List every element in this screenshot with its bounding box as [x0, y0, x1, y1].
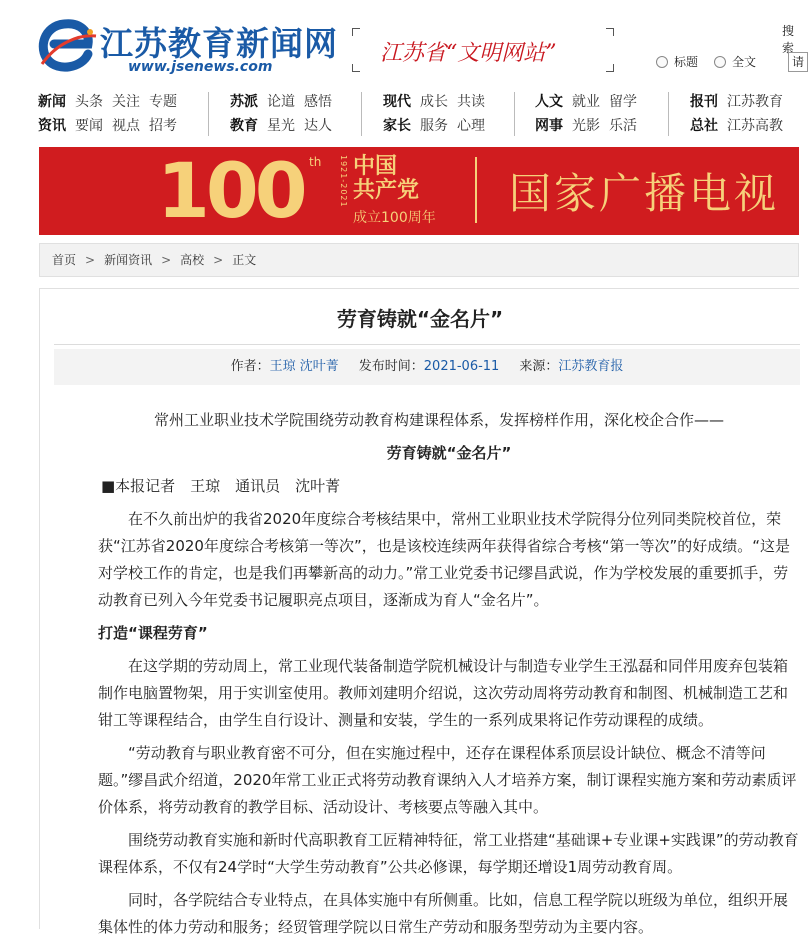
nav-item[interactable]: 要闻	[75, 118, 103, 134]
banner-number: 100	[157, 146, 304, 235]
nav-item[interactable]: 服务	[420, 118, 448, 134]
source-label: 来源：	[519, 359, 559, 374]
anniversary-banner[interactable]	[39, 147, 799, 235]
nav-item[interactable]: 家长	[383, 118, 411, 134]
logo-e-icon	[38, 14, 98, 78]
article	[39, 288, 799, 936]
breadcrumb-current: 正文	[232, 253, 257, 267]
date-label: 发布时间：	[358, 359, 424, 374]
chevron-right-icon: >	[161, 253, 172, 267]
article-title: 劳育铸就“金名片”	[336, 307, 504, 331]
radio-fulltext[interactable]	[714, 56, 726, 68]
nav-group-supai	[230, 90, 341, 138]
chevron-right-icon: >	[213, 253, 224, 267]
banner-party-line2: 共产党	[353, 178, 420, 203]
nav-group-humanity	[535, 90, 646, 138]
nav-item[interactable]: 达人	[304, 118, 332, 134]
nav-item[interactable]: 关注	[112, 94, 140, 110]
article-body	[98, 407, 800, 947]
radio-fulltext-label: 全文	[732, 55, 757, 69]
nav-item[interactable]: 成长	[420, 94, 448, 110]
chevron-right-icon: >	[85, 253, 96, 267]
nav-group-press	[690, 90, 792, 138]
radio-title-label: 标题	[674, 55, 699, 69]
breadcrumb	[39, 243, 799, 277]
breadcrumb-home[interactable]: 首页	[52, 253, 77, 267]
nav-item[interactable]: 专题	[149, 94, 177, 110]
banner-right-text: 国家广播电视	[509, 169, 780, 218]
article-byline: ■本报记者 王琼 通讯员 沈叶菁	[101, 477, 341, 495]
nav-item[interactable]: 视点	[112, 118, 140, 134]
site-url: www.jsenews.com	[128, 59, 273, 75]
search-input[interactable]: 请	[788, 52, 808, 72]
breadcrumb-college[interactable]: 高校	[180, 253, 205, 267]
nav-item[interactable]: 星光	[267, 118, 295, 134]
article-lead: 常州工业职业技术学院围绕劳动教育构建课程体系，发挥榜样作用，深化校企合作——	[153, 411, 724, 429]
author-label: 作者：	[230, 359, 270, 374]
banner-party	[353, 155, 419, 203]
slogan-box	[352, 28, 614, 72]
article-subtitle: 劳育铸就“金名片”	[386, 444, 512, 462]
nav-item[interactable]: 光影	[572, 118, 600, 134]
paragraph: 在不久前出炉的我省2020年度综合考核结果中，常州工业职业技术学院得分位列同类院校首位，荣获“江苏省2020年度综合考核第一等次”，也是该校连续两年获得省综合考核“第一等次”的好成绩。“这是对学校工作的肯定，也是我们再攀新高的动力。”常工业党委书记缪昌武说，作为学校发展的重要抓手，劳动教育已列入今年党委书记履职亮点项目，逐渐成为育人“金名片”。	[98, 510, 791, 609]
search-scope-radios	[656, 53, 772, 70]
nav-item[interactable]: 人文	[535, 94, 563, 110]
nav-item[interactable]: 论道	[267, 94, 295, 110]
nav-divider	[361, 92, 362, 136]
nav-item[interactable]: 乐活	[609, 118, 637, 134]
slogan-text: 江苏省“文明网站”	[380, 41, 557, 66]
paragraph: 围绕劳动教育实施和新时代高职教育工匠精神特征，常工业搭建“基础课+专业课+实践课”的劳动教育课程体系，不仅有24学时“大学生劳动教育”公共必修课，每学期还增设1周劳动教育周。	[98, 831, 799, 876]
nav-item[interactable]: 资讯	[38, 118, 66, 134]
nav-item[interactable]: 感悟	[304, 94, 332, 110]
banner-divider	[475, 157, 477, 223]
nav-divider	[668, 92, 669, 136]
nav-divider	[514, 92, 515, 136]
nav-item[interactable]: 现代	[383, 94, 411, 110]
nav-item[interactable]: 江苏教育	[727, 94, 783, 110]
nav-item[interactable]: 网事	[535, 118, 563, 134]
search-hint: 搜索	[782, 24, 795, 55]
nav-item[interactable]: 苏派	[230, 94, 258, 110]
nav-group-modern	[383, 90, 494, 138]
nav-group-news	[38, 90, 186, 138]
main-nav	[38, 90, 799, 138]
nav-item[interactable]: 心理	[457, 118, 485, 134]
nav-divider	[208, 92, 209, 136]
breadcrumb-news[interactable]: 新闻资讯	[104, 253, 153, 267]
nav-item[interactable]: 新闻	[38, 94, 66, 110]
banner-years: 1921-2021	[339, 155, 348, 208]
nav-item[interactable]: 报刊	[690, 94, 718, 110]
title-divider	[54, 344, 800, 345]
nav-item[interactable]: 就业	[572, 94, 600, 110]
nav-item[interactable]: 总社	[690, 118, 718, 134]
nav-item[interactable]: 头条	[75, 94, 103, 110]
radio-title[interactable]	[656, 56, 668, 68]
nav-item[interactable]: 共读	[457, 94, 485, 110]
date-value: 2021-06-11	[423, 359, 500, 374]
section-heading: 打造“课程劳育”	[98, 624, 208, 642]
site-name: 江苏教育新闻网	[100, 24, 338, 63]
author-value: 王琼 沈叶菁	[269, 359, 339, 374]
site-header	[0, 0, 805, 88]
source-value[interactable]: 江苏教育报	[558, 359, 624, 374]
banner-anniversary: 成立100周年	[353, 210, 436, 226]
nav-item[interactable]: 教育	[230, 118, 258, 134]
nav-item[interactable]: 招考	[149, 118, 177, 134]
article-meta	[54, 349, 800, 385]
paragraph: 在这学期的劳动周上，常工业现代装备制造学院机械设计与制造专业学生王泓磊和同伴用废弃包装箱制作电脑置物架，用于实训室使用。教师刘建明介绍说，这次劳动周将劳动教育和制图、机械制造工艺和钳工等课程结合，由学生自行设计、测量和安装，学生的一系列成果将记作劳动课程的成绩。	[98, 657, 789, 729]
site-logo[interactable]	[38, 14, 338, 80]
paragraph: 同时，各学院结合专业特点，在具体实施中有所侧重。比如，信息工程学院以班级为单位，组织开展集体性的体力劳动和服务；经贸管理学院以日常生产劳动和服务型劳动为主要内容。	[98, 891, 789, 936]
paragraph: “劳动教育与职业教育密不可分，但在实施过程中，还存在课程体系顶层设计缺位、概念不清等问题。”缪昌武介绍道，2020年常工业正式将劳动教育课纳入人才培养方案，制订课程实施方案和劳动素质评价体系，将劳动教育的教学目标、活动设计、考核要点等融入其中。	[98, 744, 797, 816]
nav-item[interactable]: 江苏高教	[727, 118, 783, 134]
banner-party-line1: 中国	[353, 154, 398, 179]
nav-item[interactable]: 留学	[609, 94, 637, 110]
banner-suffix: th	[309, 155, 322, 169]
